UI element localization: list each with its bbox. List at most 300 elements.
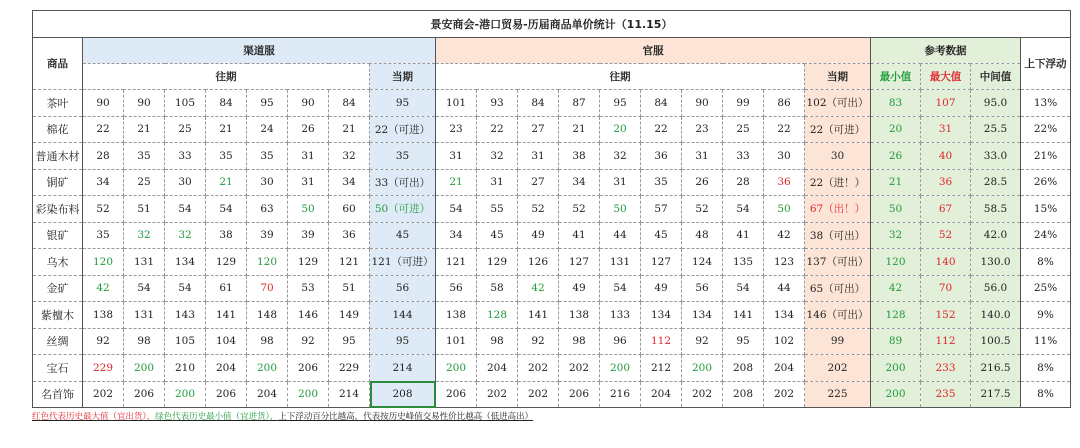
channel-past-cell: 35	[206, 143, 247, 170]
table-body	[33, 90, 1071, 408]
table-row	[33, 222, 1071, 249]
official-current-cell: 67（出！）	[805, 196, 871, 223]
official-past-cell: 202	[477, 381, 518, 408]
official-past-cell: 36	[641, 143, 682, 170]
channel-past-cell: 34	[329, 169, 370, 196]
min-value-cell: 42	[871, 275, 921, 302]
max-value-cell: 233	[921, 355, 971, 382]
channel-past-cell: 52	[83, 196, 124, 223]
official-past-cell: 35	[641, 169, 682, 196]
official-past-cell: 138	[559, 302, 600, 329]
goods-name-cell: 铜矿	[33, 169, 83, 196]
official-past-cell: 52	[559, 196, 600, 223]
median-value-cell: 217.5	[971, 381, 1021, 408]
official-past-cell: 25	[723, 116, 764, 143]
channel-past-cell: 84	[206, 90, 247, 117]
official-past-cell: 216	[600, 381, 641, 408]
official-past-cell: 86	[764, 90, 805, 117]
official-past-cell: 31	[477, 169, 518, 196]
official-past-cell: 31	[518, 143, 559, 170]
channel-past-cell: 32	[124, 222, 165, 249]
float-percent-cell: 24%	[1021, 222, 1071, 249]
channel-past-cell: 129	[206, 249, 247, 276]
channel-past-cell: 25	[165, 116, 206, 143]
goods-name-cell: 紫檀木	[33, 302, 83, 329]
official-past-cell: 101	[436, 90, 477, 117]
table-row	[33, 302, 1071, 329]
max-value-cell: 52	[921, 222, 971, 249]
official-past-cell: 50	[600, 196, 641, 223]
float-percent-cell: 9%	[1021, 302, 1071, 329]
official-past-cell: 129	[477, 249, 518, 276]
channel-current-cell: 50（可进）	[370, 196, 436, 223]
official-past-cell: 56	[436, 275, 477, 302]
channel-past-cell: 54	[165, 275, 206, 302]
channel-past-cell: 54	[124, 275, 165, 302]
channel-past-cell: 98	[124, 328, 165, 355]
median-value-cell: 33.0	[971, 143, 1021, 170]
float-percent-cell: 13%	[1021, 90, 1071, 117]
official-past-cell: 30	[764, 143, 805, 170]
channel-past-cell: 50	[288, 196, 329, 223]
channel-past-cell: 121	[329, 249, 370, 276]
channel-past-cell: 22	[83, 116, 124, 143]
official-past-cell: 57	[641, 196, 682, 223]
median-header: 中间值	[971, 64, 1021, 90]
channel-past-cell: 34	[83, 169, 124, 196]
median-value-cell: 25.5	[971, 116, 1021, 143]
goods-header: 商品	[33, 38, 83, 90]
channel-past-cell: 131	[124, 249, 165, 276]
official-past-cell: 26	[682, 169, 723, 196]
official-current-cell: 65（可出）	[805, 275, 871, 302]
official-past-cell: 123	[764, 249, 805, 276]
legend-footnote	[32, 410, 533, 422]
goods-name-cell: 普通木材	[33, 143, 83, 170]
channel-header: 渠道服	[83, 38, 436, 64]
official-past-cell: 96	[600, 328, 641, 355]
median-value-cell: 130.0	[971, 249, 1021, 276]
channel-past-cell: 38	[206, 222, 247, 249]
min-value-cell: 200	[871, 355, 921, 382]
float-percent-cell: 26%	[1021, 169, 1071, 196]
official-past-cell: 121	[436, 249, 477, 276]
official-past-cell: 138	[436, 302, 477, 329]
official-past-cell: 41	[723, 222, 764, 249]
official-past-cell: 55	[477, 196, 518, 223]
float-percent-cell: 25%	[1021, 275, 1071, 302]
min-value-cell: 26	[871, 143, 921, 170]
official-past-cell: 54	[723, 196, 764, 223]
official-past-cell: 21	[559, 116, 600, 143]
official-past-cell: 84	[518, 90, 559, 117]
official-past-cell: 92	[518, 328, 559, 355]
official-current-cell: 38（可出）	[805, 222, 871, 249]
channel-current-cell: 95	[370, 90, 436, 117]
median-value-cell: 56.0	[971, 275, 1021, 302]
official-past-cell: 44	[764, 275, 805, 302]
max-header: 最大值	[921, 64, 971, 90]
table-row	[33, 249, 1071, 276]
official-past-cell: 58	[477, 275, 518, 302]
official-past-cell: 87	[559, 90, 600, 117]
min-value-cell: 120	[871, 249, 921, 276]
official-past-cell: 27	[518, 169, 559, 196]
channel-past-cell: 206	[288, 355, 329, 382]
channel-past-cell: 51	[124, 196, 165, 223]
channel-current-cell: 208	[370, 381, 436, 408]
channel-past-cell: 25	[124, 169, 165, 196]
official-past-header: 往期	[436, 64, 805, 90]
median-value-cell: 100.5	[971, 328, 1021, 355]
official-current-header: 当期	[805, 64, 871, 90]
official-current-cell: 137（可出）	[805, 249, 871, 276]
channel-current-cell: 33（可出）	[370, 169, 436, 196]
official-past-cell: 202	[559, 355, 600, 382]
official-past-cell: 206	[436, 381, 477, 408]
official-past-cell: 42	[764, 222, 805, 249]
official-past-cell: 28	[723, 169, 764, 196]
max-value-cell: 67	[921, 196, 971, 223]
table-row	[33, 196, 1071, 223]
float-header: 上下浮动	[1021, 38, 1071, 90]
official-past-cell: 48	[682, 222, 723, 249]
official-past-cell: 112	[641, 328, 682, 355]
official-past-cell: 31	[436, 143, 477, 170]
official-past-cell: 206	[559, 381, 600, 408]
median-value-cell: 42.0	[971, 222, 1021, 249]
official-past-cell: 92	[682, 328, 723, 355]
official-past-cell: 52	[682, 196, 723, 223]
channel-past-cell: 206	[206, 381, 247, 408]
max-value-cell: 235	[921, 381, 971, 408]
channel-current-cell: 45	[370, 222, 436, 249]
float-percent-cell: 11%	[1021, 328, 1071, 355]
official-past-cell: 23	[682, 116, 723, 143]
channel-past-cell: 90	[124, 90, 165, 117]
min-value-cell: 20	[871, 116, 921, 143]
channel-past-cell: 95	[247, 90, 288, 117]
channel-current-cell: 121（可进）	[370, 249, 436, 276]
float-percent-cell: 8%	[1021, 355, 1071, 382]
official-header: 官服	[436, 38, 871, 64]
official-past-cell: 133	[600, 302, 641, 329]
official-current-cell: 22（进！）	[805, 169, 871, 196]
official-past-cell: 54	[600, 275, 641, 302]
official-past-cell: 127	[559, 249, 600, 276]
channel-past-cell: 33	[165, 143, 206, 170]
channel-past-cell: 28	[83, 143, 124, 170]
channel-past-cell: 21	[329, 116, 370, 143]
official-past-cell: 98	[477, 328, 518, 355]
channel-current-cell: 22（可进）	[370, 116, 436, 143]
official-current-cell: 146（可出）	[805, 302, 871, 329]
channel-past-cell: 21	[206, 116, 247, 143]
channel-past-cell: 92	[83, 328, 124, 355]
channel-past-cell: 32	[165, 222, 206, 249]
table-title: 景安商会-港口贸易-历届商品单价统计（11.15）	[33, 11, 1071, 38]
official-past-cell: 44	[600, 222, 641, 249]
min-value-cell: 32	[871, 222, 921, 249]
channel-past-cell: 63	[247, 196, 288, 223]
channel-past-cell: 21	[124, 116, 165, 143]
min-value-cell: 89	[871, 328, 921, 355]
goods-name-cell: 银矿	[33, 222, 83, 249]
official-past-cell: 50	[764, 196, 805, 223]
official-past-cell: 204	[477, 355, 518, 382]
official-past-cell: 134	[641, 302, 682, 329]
official-past-cell: 202	[518, 381, 559, 408]
channel-past-cell: 229	[83, 355, 124, 382]
min-header: 最小值	[871, 64, 921, 90]
channel-past-cell: 39	[247, 222, 288, 249]
footnote-black-text: 上下浮动百分比越高，代表按历史峰值交易性价比越高（低进高出）	[278, 412, 534, 422]
official-past-cell: 128	[477, 302, 518, 329]
channel-past-cell: 35	[124, 143, 165, 170]
table-row	[33, 169, 1071, 196]
channel-past-cell: 200	[165, 381, 206, 408]
official-past-cell: 101	[436, 328, 477, 355]
official-current-cell: 202	[805, 355, 871, 382]
official-past-cell: 36	[764, 169, 805, 196]
official-past-cell: 200	[682, 355, 723, 382]
official-past-cell: 200	[436, 355, 477, 382]
channel-past-cell: 229	[329, 355, 370, 382]
channel-past-cell: 149	[329, 302, 370, 329]
official-past-cell: 42	[518, 275, 559, 302]
channel-past-cell: 210	[165, 355, 206, 382]
goods-name-cell: 丝绸	[33, 328, 83, 355]
official-past-cell: 22	[477, 116, 518, 143]
max-value-cell: 70	[921, 275, 971, 302]
footnote-red-text: 红色代表历史最大值（宜出货），	[32, 412, 156, 422]
official-current-cell: 22（可进）	[805, 116, 871, 143]
price-table-container	[32, 10, 1071, 408]
goods-name-cell: 名首饰	[33, 381, 83, 408]
channel-past-cell: 105	[165, 90, 206, 117]
official-past-cell: 124	[682, 249, 723, 276]
table-row	[33, 90, 1071, 117]
official-past-cell: 126	[518, 249, 559, 276]
official-past-cell: 23	[436, 116, 477, 143]
table-row	[33, 116, 1071, 143]
goods-name-cell: 彩染布料	[33, 196, 83, 223]
official-past-cell: 21	[436, 169, 477, 196]
channel-current-cell: 144	[370, 302, 436, 329]
official-past-cell: 134	[764, 302, 805, 329]
channel-past-cell: 84	[329, 90, 370, 117]
max-value-cell: 36	[921, 169, 971, 196]
max-value-cell: 140	[921, 249, 971, 276]
official-past-cell: 141	[518, 302, 559, 329]
channel-past-cell: 92	[288, 328, 329, 355]
price-table	[32, 10, 1071, 408]
official-past-cell: 200	[600, 355, 641, 382]
official-past-cell: 38	[559, 143, 600, 170]
min-value-cell: 21	[871, 169, 921, 196]
official-past-cell: 93	[477, 90, 518, 117]
official-past-cell: 54	[723, 275, 764, 302]
official-past-cell: 49	[518, 222, 559, 249]
official-past-cell: 54	[436, 196, 477, 223]
official-past-cell: 202	[682, 381, 723, 408]
official-past-cell: 20	[600, 116, 641, 143]
min-value-cell: 83	[871, 90, 921, 117]
official-past-cell: 22	[764, 116, 805, 143]
official-current-cell: 30	[805, 143, 871, 170]
channel-past-cell: 134	[165, 249, 206, 276]
channel-past-cell: 105	[165, 328, 206, 355]
channel-past-cell: 206	[124, 381, 165, 408]
channel-past-cell: 148	[247, 302, 288, 329]
official-past-cell: 204	[641, 381, 682, 408]
min-value-cell: 50	[871, 196, 921, 223]
official-past-cell: 49	[559, 275, 600, 302]
official-past-cell: 208	[723, 355, 764, 382]
channel-past-cell: 202	[83, 381, 124, 408]
channel-past-header: 往期	[83, 64, 370, 90]
goods-name-cell: 茶叶	[33, 90, 83, 117]
channel-past-cell: 200	[124, 355, 165, 382]
official-past-cell: 31	[682, 143, 723, 170]
official-past-cell: 31	[600, 169, 641, 196]
channel-past-cell: 32	[329, 143, 370, 170]
max-value-cell: 107	[921, 90, 971, 117]
median-value-cell: 28.5	[971, 169, 1021, 196]
channel-past-cell: 36	[329, 222, 370, 249]
channel-current-cell: 56	[370, 275, 436, 302]
channel-past-cell: 31	[288, 169, 329, 196]
goods-name-cell: 宝石	[33, 355, 83, 382]
official-past-cell: 102	[764, 328, 805, 355]
official-past-cell: 49	[641, 275, 682, 302]
table-row	[33, 143, 1071, 170]
official-past-cell: 131	[600, 249, 641, 276]
goods-name-cell: 乌木	[33, 249, 83, 276]
official-current-cell: 99	[805, 328, 871, 355]
official-past-cell: 32	[600, 143, 641, 170]
channel-past-cell: 200	[288, 381, 329, 408]
float-percent-cell: 21%	[1021, 143, 1071, 170]
channel-past-cell: 214	[329, 381, 370, 408]
official-past-cell: 34	[559, 169, 600, 196]
channel-past-cell: 54	[165, 196, 206, 223]
channel-past-cell: 120	[247, 249, 288, 276]
official-past-cell: 45	[477, 222, 518, 249]
channel-current-header: 当期	[370, 64, 436, 90]
official-past-cell: 45	[641, 222, 682, 249]
float-percent-cell: 8%	[1021, 249, 1071, 276]
channel-past-cell: 35	[83, 222, 124, 249]
min-value-cell: 128	[871, 302, 921, 329]
float-percent-cell: 8%	[1021, 381, 1071, 408]
float-percent-cell: 15%	[1021, 196, 1071, 223]
max-value-cell: 152	[921, 302, 971, 329]
max-value-cell: 31	[921, 116, 971, 143]
channel-past-cell: 61	[206, 275, 247, 302]
channel-past-cell: 60	[329, 196, 370, 223]
channel-past-cell: 146	[288, 302, 329, 329]
official-past-cell: 202	[518, 355, 559, 382]
table-row	[33, 275, 1071, 302]
channel-past-cell: 131	[124, 302, 165, 329]
channel-past-cell: 200	[247, 355, 288, 382]
channel-past-cell: 90	[83, 90, 124, 117]
channel-past-cell: 53	[288, 275, 329, 302]
official-past-cell: 95	[600, 90, 641, 117]
channel-current-cell: 214	[370, 355, 436, 382]
official-past-cell: 41	[559, 222, 600, 249]
official-past-cell: 52	[518, 196, 559, 223]
channel-past-cell: 143	[165, 302, 206, 329]
table-row	[33, 381, 1071, 408]
channel-past-cell: 30	[165, 169, 206, 196]
official-past-cell: 27	[518, 116, 559, 143]
channel-past-cell: 95	[329, 328, 370, 355]
reference-header: 参考数据	[871, 38, 1021, 64]
channel-past-cell: 141	[206, 302, 247, 329]
max-value-cell: 112	[921, 328, 971, 355]
max-value-cell: 40	[921, 143, 971, 170]
channel-past-cell: 51	[329, 275, 370, 302]
official-past-cell: 204	[764, 355, 805, 382]
official-past-cell: 90	[682, 90, 723, 117]
table-row	[33, 355, 1071, 382]
median-value-cell: 58.5	[971, 196, 1021, 223]
official-past-cell: 99	[723, 90, 764, 117]
official-past-cell: 33	[723, 143, 764, 170]
official-past-cell: 127	[641, 249, 682, 276]
channel-past-cell: 204	[247, 381, 288, 408]
official-past-cell: 134	[682, 302, 723, 329]
channel-past-cell: 30	[247, 169, 288, 196]
official-current-cell: 102（可出）	[805, 90, 871, 117]
channel-current-cell: 35	[370, 143, 436, 170]
channel-past-cell: 129	[288, 249, 329, 276]
official-past-cell: 202	[764, 381, 805, 408]
channel-past-cell: 90	[288, 90, 329, 117]
min-value-cell: 200	[871, 381, 921, 408]
channel-past-cell: 70	[247, 275, 288, 302]
official-past-cell: 95	[723, 328, 764, 355]
official-current-cell: 225	[805, 381, 871, 408]
channel-past-cell: 42	[83, 275, 124, 302]
official-past-cell: 141	[723, 302, 764, 329]
channel-past-cell: 204	[206, 355, 247, 382]
channel-past-cell: 26	[288, 116, 329, 143]
official-past-cell: 56	[682, 275, 723, 302]
official-past-cell: 34	[436, 222, 477, 249]
channel-past-cell: 35	[247, 143, 288, 170]
channel-past-cell: 24	[247, 116, 288, 143]
channel-past-cell: 120	[83, 249, 124, 276]
channel-past-cell: 54	[206, 196, 247, 223]
official-past-cell: 84	[641, 90, 682, 117]
channel-past-cell: 39	[288, 222, 329, 249]
official-past-cell: 212	[641, 355, 682, 382]
median-value-cell: 216.5	[971, 355, 1021, 382]
table-row	[33, 328, 1071, 355]
channel-past-cell: 21	[206, 169, 247, 196]
channel-past-cell: 104	[206, 328, 247, 355]
official-past-cell: 32	[477, 143, 518, 170]
median-value-cell: 140.0	[971, 302, 1021, 329]
footnote-green-text: 绿色代表历史最小值（宜进货），	[155, 412, 279, 422]
channel-past-cell: 138	[83, 302, 124, 329]
official-past-cell: 98	[559, 328, 600, 355]
official-past-cell: 22	[641, 116, 682, 143]
channel-current-cell: 95	[370, 328, 436, 355]
